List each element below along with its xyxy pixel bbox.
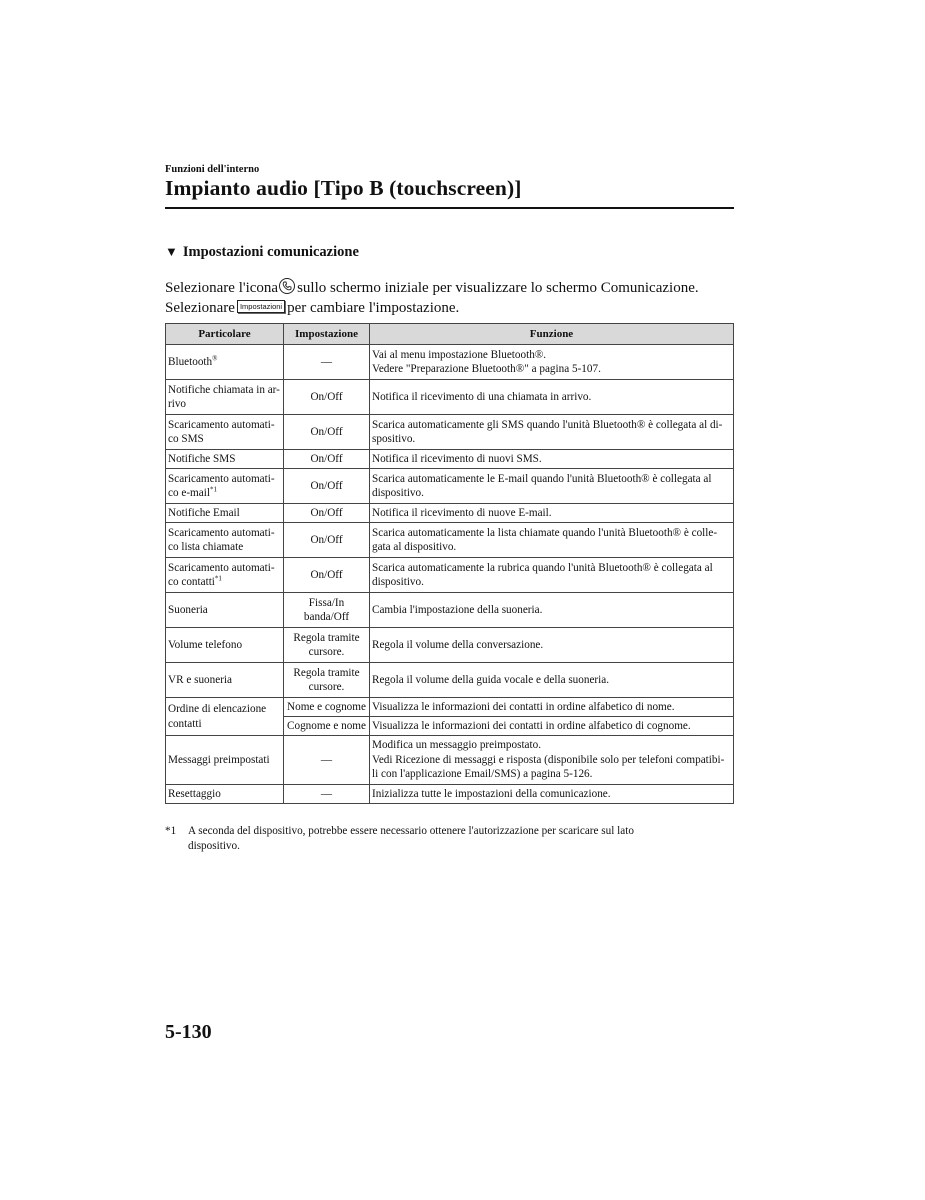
- subsection-heading: [165, 244, 359, 261]
- function-cell: Notifica il ricevimento di una chiamata in arrivo.: [370, 380, 734, 415]
- setting-cell: Regola tramite cursore.: [284, 628, 370, 663]
- triangle-down-icon: ▼: [165, 244, 178, 259]
- setting-cell: On/Off: [284, 469, 370, 504]
- item-cell: Notifiche Email: [166, 504, 284, 523]
- function-cell: Notifica il ricevimento di nuove E-mail.: [370, 504, 734, 523]
- table-row: [166, 663, 734, 698]
- footnote: [165, 824, 725, 854]
- table-header-row: [166, 324, 734, 345]
- page-number: 5-130: [165, 1021, 212, 1043]
- table-row: [166, 345, 734, 380]
- intro-line-1: Selezionare l'icona sullo schermo iniziale per visualizzare lo schermo Comunicazione.: [165, 280, 699, 296]
- setting-cell: Nome e cognome: [284, 698, 370, 717]
- phone-icon: [279, 278, 295, 294]
- title-divider: [165, 207, 734, 209]
- setting-cell: On/Off: [284, 523, 370, 558]
- item-cell: Messaggi preimpostati: [166, 736, 284, 785]
- item-cell: Volume telefono: [166, 628, 284, 663]
- subsection-title: Impostazioni comunicazione: [182, 244, 359, 260]
- table-row: [166, 558, 734, 593]
- communication-settings-table: [165, 323, 734, 804]
- function-cell: Visualizza le informazioni dei contatti in ordine alfabetico di cognome.: [370, 717, 734, 736]
- item-cell: Notifiche SMS: [166, 450, 284, 469]
- function-cell: Scarica automaticamente le E-mail quando l'unità Bluetooth® è collegata al dispositivo.: [370, 469, 734, 504]
- item-cell: Bluetooth®: [166, 345, 284, 380]
- item-cell: VR e suoneria: [166, 663, 284, 698]
- item-cell: Scaricamento automati- co e-mail$^{*1}$: [166, 469, 284, 504]
- section-label: Funzioni dell'interno: [165, 164, 260, 175]
- settings-button-icon: Impostazioni: [237, 300, 285, 313]
- item-cell: Suoneria: [166, 593, 284, 628]
- function-cell: Notifica il ricevimento di nuovi SMS.: [370, 450, 734, 469]
- function-cell: Scarica automaticamente la lista chiamate quando l'unità Bluetooth® è colle- gata al dispositivo.: [370, 523, 734, 558]
- footnote-mark: *1: [165, 825, 177, 837]
- setting-cell: —: [284, 345, 370, 380]
- table-row: [166, 415, 734, 450]
- setting-cell: Fissa/In banda/Off: [284, 593, 370, 628]
- item-cell: Resettaggio: [166, 785, 284, 804]
- setting-cell: On/Off: [284, 558, 370, 593]
- item-cell: Notifiche chiamata in ar- rivo: [166, 380, 284, 415]
- item-cell: Scaricamento automati- co contatti$^{*1}$: [166, 558, 284, 593]
- table-row: [166, 380, 734, 415]
- function-cell: Visualizza le informazioni dei contatti in ordine alfabetico di nome.: [370, 698, 734, 717]
- table-row: [166, 593, 734, 628]
- table-row: [166, 523, 734, 558]
- column-header: Particolare: [166, 324, 284, 345]
- function-cell: Regola il volume della guida vocale e della suoneria.: [370, 663, 734, 698]
- function-cell: Regola il volume della conversazione.: [370, 628, 734, 663]
- table-row: [166, 736, 734, 785]
- function-cell: Scarica automaticamente gli SMS quando l'unità Bluetooth® è collegata al di- spositivo.: [370, 415, 734, 450]
- function-cell: Scarica automaticamente la rubrica quando l'unità Bluetooth® è collegata al dispositivo.: [370, 558, 734, 593]
- table-row: [166, 628, 734, 663]
- table-row: [166, 469, 734, 504]
- function-cell: Vai al menu impostazione Bluetooth®. Vedere "Preparazione Bluetooth®" a pagina 5-107.: [370, 345, 734, 380]
- setting-cell: On/Off: [284, 380, 370, 415]
- function-cell: Modifica un messaggio preimpostato. Vedi Ricezione di messaggi e risposta (disponibile solo per telefoni compatibi- li con l'applicazione Email/SMS) a pagina 5-126.: [370, 736, 734, 785]
- intro-line-2: Selezionare Impostazioni per cambiare l'impostazione.: [165, 299, 460, 316]
- function-cell: Inizializza tutte le impostazioni della comunicazione.: [370, 785, 734, 804]
- setting-cell: On/Off: [284, 415, 370, 450]
- setting-cell: —: [284, 785, 370, 804]
- setting-cell: —: [284, 736, 370, 785]
- setting-cell: On/Off: [284, 450, 370, 469]
- table-row: [166, 785, 734, 804]
- setting-cell: On/Off: [284, 504, 370, 523]
- setting-cell: Regola tramite cursore.: [284, 663, 370, 698]
- setting-cell: Cognome e nome: [284, 717, 370, 736]
- item-cell: Scaricamento automati- co SMS: [166, 415, 284, 450]
- column-header: Impostazione: [284, 324, 370, 345]
- footnote-text: A seconda del dispositivo, potrebbe essere necessario ottenere l'autorizzazione per scaricare sul lato dispositivo.: [188, 825, 634, 852]
- column-header: Funzione: [370, 324, 734, 345]
- table-row: [166, 698, 734, 717]
- item-cell: Scaricamento automati- co lista chiamate: [166, 523, 284, 558]
- page-title: Impianto audio [Tipo B (touchscreen)]: [165, 176, 522, 200]
- item-cell: Ordine di elencazione contatti: [166, 698, 284, 736]
- table-row: [166, 450, 734, 469]
- function-cell: Cambia l'impostazione della suoneria.: [370, 593, 734, 628]
- intro-text: [165, 276, 740, 318]
- table-row: [166, 504, 734, 523]
